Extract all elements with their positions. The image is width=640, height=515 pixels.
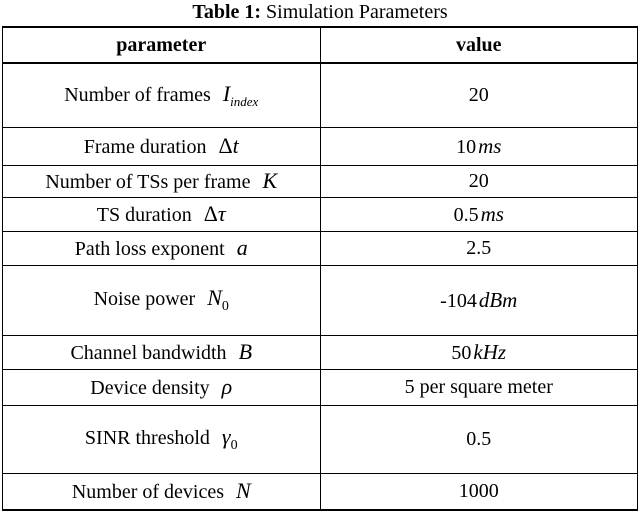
parameters-table xyxy=(2,26,638,511)
parameter-symbol: $N_0$ xyxy=(207,285,229,314)
parameter-value: 50 xyxy=(451,341,472,364)
parameter-value: 0.5 xyxy=(453,203,479,226)
parameter-symbol: K xyxy=(262,168,278,193)
parameter-unit: ms xyxy=(480,201,504,226)
header-parameter: parameter xyxy=(3,27,321,63)
parameter-symbol: $I_{index}$ xyxy=(222,80,259,109)
parameter-name: TS duration xyxy=(96,204,192,226)
parameter-cell xyxy=(3,335,321,369)
parameter-cell xyxy=(3,231,321,265)
table-header-row xyxy=(3,27,638,63)
parameter-symbol: N xyxy=(235,478,251,504)
parameter-value: 2.5 xyxy=(466,236,492,259)
parameter-name: Noise power xyxy=(93,288,196,310)
table-row xyxy=(3,335,638,369)
table-row xyxy=(3,405,638,473)
parameter-value: 20 xyxy=(468,169,489,192)
value-cell xyxy=(320,473,638,510)
value-cell xyxy=(320,265,638,335)
value-cell xyxy=(320,231,638,265)
parameter-cell xyxy=(3,165,321,197)
caption-title: Simulation Parameters xyxy=(266,1,448,23)
parameter-cell xyxy=(3,127,321,165)
table-row xyxy=(3,231,638,265)
value-cell xyxy=(320,369,638,405)
parameter-value: 5 per square meter xyxy=(404,375,553,398)
parameter-name: Channel bandwidth xyxy=(70,342,227,364)
parameter-unit: ms xyxy=(478,133,502,158)
parameter-symbol: $\gamma_0$ xyxy=(221,424,238,453)
parameter-cell xyxy=(3,369,321,405)
parameter-value: 1000 xyxy=(458,479,499,502)
value-cell xyxy=(320,405,638,473)
table-row xyxy=(3,197,638,231)
parameter-unit: kHz xyxy=(473,339,507,364)
parameter-name: Frame duration xyxy=(83,136,207,158)
caption-label: Table 1: xyxy=(192,1,262,23)
table-row xyxy=(3,473,638,510)
table-row xyxy=(3,165,638,197)
parameter-name: Number of frames xyxy=(64,83,211,106)
parameter-symbol: Δt xyxy=(218,133,239,158)
parameter-cell xyxy=(3,63,321,127)
parameter-unit: dBm xyxy=(478,287,518,312)
table-caption xyxy=(0,0,640,24)
parameter-name: Device density xyxy=(90,377,210,399)
parameter-name: Number of TSs per frame xyxy=(45,171,251,193)
value-cell xyxy=(320,63,638,127)
parameter-cell xyxy=(3,197,321,231)
parameter-name: SINR threshold xyxy=(84,427,210,449)
value-cell xyxy=(320,197,638,231)
parameter-name: Number of devices xyxy=(71,481,224,504)
value-cell xyxy=(320,127,638,165)
value-cell xyxy=(320,165,638,197)
parameter-symbol: Δτ xyxy=(203,201,226,226)
table-row xyxy=(3,127,638,165)
parameter-symbol: a xyxy=(236,235,248,260)
parameter-cell xyxy=(3,473,321,510)
table-row xyxy=(3,63,638,127)
parameter-cell xyxy=(3,405,321,473)
parameter-value: 20 xyxy=(468,83,489,106)
parameter-symbol: ρ xyxy=(221,374,233,399)
table-row xyxy=(3,369,638,405)
table-row xyxy=(3,265,638,335)
parameter-name: Path loss exponent xyxy=(74,238,225,260)
parameter-value: -104 xyxy=(440,289,477,312)
parameter-value: 10 xyxy=(456,135,477,158)
value-cell xyxy=(320,335,638,369)
parameter-value: 0.5 xyxy=(466,427,492,450)
parameter-cell xyxy=(3,265,321,335)
header-value: value xyxy=(320,27,638,63)
parameter-symbol: B xyxy=(238,339,253,364)
